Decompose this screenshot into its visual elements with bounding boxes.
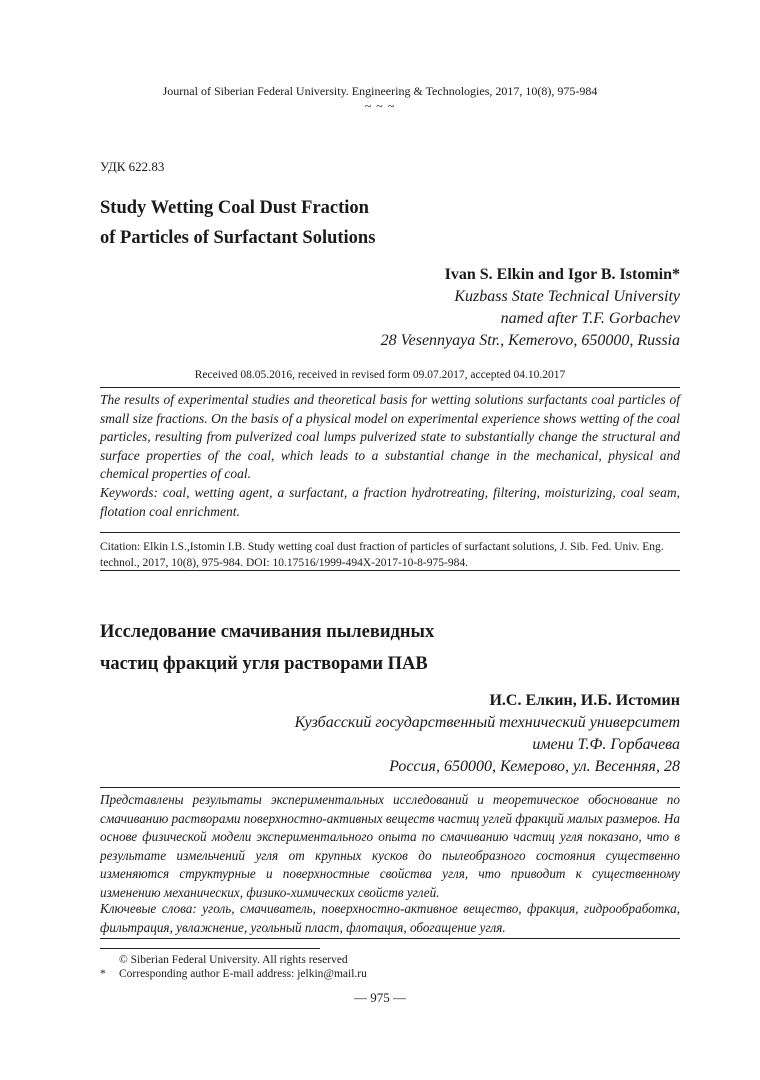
affiliation-english-line-2: named after T.F. Gorbachev bbox=[500, 310, 680, 327]
authors-russian: И.С. Елкин, И.Б. Истомин bbox=[489, 692, 680, 709]
divider-citation-top bbox=[100, 532, 680, 533]
affiliation-english-line-3: 28 Vesennyaya Str., Kemerovo, 650000, Russia bbox=[380, 332, 680, 349]
journal-header: Journal of Siberian Federal University. Engineering & Technologies, 2017, 10(8), 975-984 bbox=[162, 84, 598, 98]
divider-russian bbox=[100, 787, 680, 788]
udk-code: УДК 622.83 bbox=[100, 159, 165, 174]
authors-russian-block bbox=[80, 690, 680, 778]
authors-english: Ivan S. Elkin and Igor B. Istomin* bbox=[444, 266, 680, 283]
page-number: — 975 — bbox=[354, 990, 406, 1005]
title-english-line-1: Study Wetting Coal Dust Fraction bbox=[100, 198, 369, 218]
divider-top bbox=[100, 387, 680, 388]
divider-citation-bottom bbox=[100, 570, 680, 571]
authors-english-block bbox=[80, 264, 680, 352]
footnote-star: * bbox=[100, 968, 106, 980]
keywords-english: Keywords: coal, wetting agent, a surfactant, a fraction hydrotreating, filtering, moisturizing, coal seam, flotation coal enrichment. bbox=[100, 485, 680, 519]
abstract-english: The results of experimental studies and theoretical basis for wetting solutions surfactants coal particles of small size fractions. On the basis of a physical model on experimental experience shows wetting of the coal particles, resulting from pulverized coal lumps pulverized state to substantially change the structural and surface properties of the coal, which leads to a substantial change in the mechanical, physical and chemical properties of coal. bbox=[100, 392, 680, 481]
citation: Citation: Elkin I.S.,Istomin I.B. Study wetting coal dust fraction of particles of surfactant solutions, J. Sib. Fed. Univ. Eng. technol., 2017, 10(8), 975-984. DOI: 10.17516/1999-494X-2017-10-8-975-984. bbox=[100, 541, 664, 569]
affiliation-russian-line-1: Кузбасский государственный технический университет bbox=[294, 714, 680, 731]
title-english bbox=[100, 193, 375, 253]
affiliation-english-line-1: Kuzbass State Technical University bbox=[454, 288, 680, 305]
abstract-russian: Представлены результаты экспериментальных исследований и теоретическое обоснование по смачиванию растворами поверхностно-активных веществ частиц углей фракций малых размеров. На основе физической модели экспериментального опыта по смачиванию частиц угля показано, что в результате измельчений угля от крупных кусков до пылеобразного состояния существенно изменяются структурные и поверхностные свойства угля, что приводит к существенному изменению механических, физико-химических свойств углей. bbox=[100, 792, 680, 900]
title-russian bbox=[100, 616, 434, 680]
header-ornament: ~ ~ ~ bbox=[364, 99, 396, 113]
footnote-copyright: © Siberian Federal University. All rights reserved bbox=[119, 954, 348, 966]
keywords-russian: Ключевые слова: уголь, смачиватель, поверхностно-активное вещество, фракция, гидрообработка, фильтрация, увлажнение, угольный пласт, флотация, обогащение угля. bbox=[100, 901, 680, 935]
divider-bottom bbox=[100, 938, 680, 939]
affiliation-russian-line-3: Россия, 650000, Кемерово, ул. Весенняя, 28 bbox=[389, 758, 680, 775]
received-dates: Received 08.05.2016, received in revised form 09.07.2017, accepted 04.10.2017 bbox=[194, 369, 566, 381]
footnote-corresponding: Corresponding author E-mail address: jelkin@mail.ru bbox=[119, 968, 367, 980]
footnote-separator bbox=[100, 948, 320, 949]
title-russian-line-2: частиц фракций угля растворами ПАВ bbox=[100, 654, 428, 674]
title-russian-line-1: Исследование смачивания пылевидных bbox=[100, 622, 435, 642]
affiliation-russian-line-2: имени Т.Ф. Горбачева bbox=[532, 736, 680, 753]
title-english-line-2: of Particles of Surfactant Solutions bbox=[100, 228, 376, 248]
